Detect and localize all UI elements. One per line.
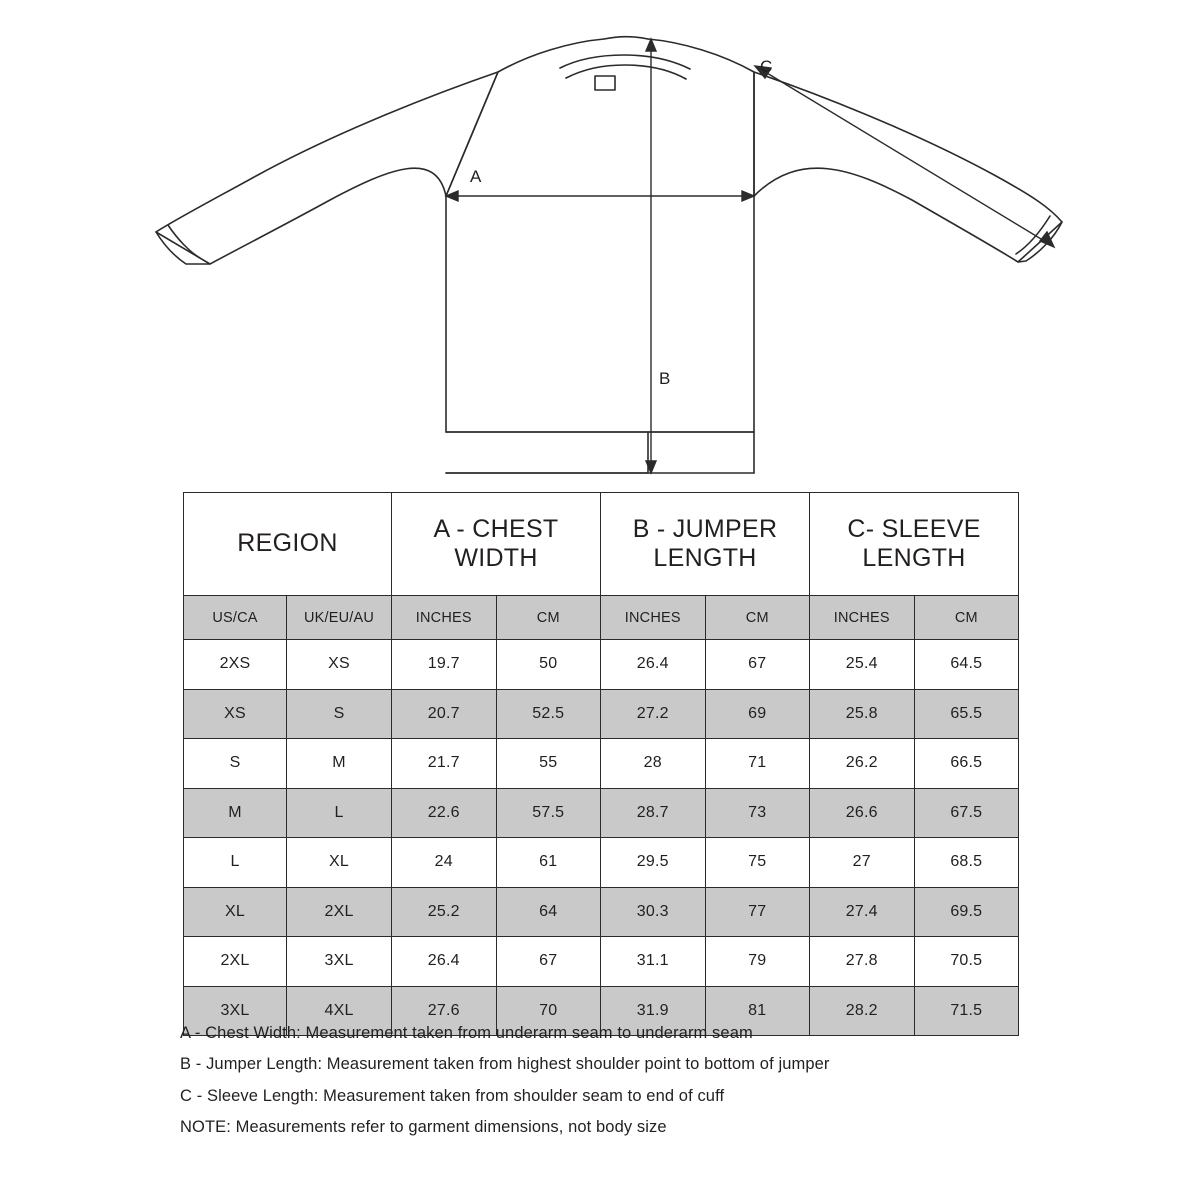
subheader-us-ca: US/CA [184, 596, 287, 640]
measurement-notes [180, 1022, 1080, 1147]
cell-sleeve-inches: 25.8 [810, 689, 915, 739]
cell-sleeve-inches: 26.6 [810, 788, 915, 838]
cell-sleeve-cm: 67.5 [914, 788, 1019, 838]
cell-sleeve-inches: 25.4 [810, 640, 915, 690]
cell-chest-cm: 50 [496, 640, 601, 690]
note-chest-width: A - Chest Width: Measurement taken from underarm seam to underarm seam [180, 1024, 753, 1042]
cell-us-ca: M [184, 788, 287, 838]
table-row [184, 788, 1019, 838]
cell-uk-eu-au: 3XL [287, 937, 392, 987]
note-general: NOTE: Measurements refer to garment dimensions, not body size [180, 1117, 667, 1136]
cell-chest-cm: 64 [496, 887, 601, 937]
cell-chest-inches: 21.7 [392, 739, 497, 789]
cell-sleeve-cm: 71.5 [914, 986, 1019, 1036]
subheader-sleeve-inches: INCHES [810, 596, 915, 640]
cell-length-cm: 77 [705, 887, 810, 937]
cell-us-ca: S [184, 739, 287, 789]
cell-us-ca: XS [184, 689, 287, 739]
cell-sleeve-cm: 68.5 [914, 838, 1019, 888]
cell-length-inches: 28 [601, 739, 706, 789]
measurement-arrows [446, 39, 1054, 473]
cell-length-cm: 73 [705, 788, 810, 838]
header-sleeve-length: C- SLEEVE LENGTH [810, 493, 1019, 596]
table-group-header-row [184, 493, 1019, 596]
subheader-uk-eu-au: UK/EU/AU [287, 596, 392, 640]
cell-sleeve-inches: 27.8 [810, 937, 915, 987]
cell-chest-cm: 52.5 [496, 689, 601, 739]
subheader-chest-inches: INCHES [392, 596, 497, 640]
cell-chest-cm: 70 [496, 986, 601, 1036]
cell-chest-inches: 25.2 [392, 887, 497, 937]
cell-length-cm: 75 [705, 838, 810, 888]
cell-length-cm: 67 [705, 640, 810, 690]
sweatshirt-outline [156, 37, 1062, 473]
cell-length-cm: 81 [705, 986, 810, 1036]
cell-chest-cm: 55 [496, 739, 601, 789]
cell-chest-cm: 57.5 [496, 788, 601, 838]
table-row [184, 887, 1019, 937]
cell-sleeve-cm: 64.5 [914, 640, 1019, 690]
cell-length-inches: 31.9 [601, 986, 706, 1036]
cell-chest-inches: 20.7 [392, 689, 497, 739]
cell-chest-cm: 67 [496, 937, 601, 987]
cell-length-inches: 31.1 [601, 937, 706, 987]
label-chest-a: A [470, 167, 482, 186]
table-row [184, 640, 1019, 690]
cell-sleeve-inches: 27 [810, 838, 915, 888]
cell-uk-eu-au: 4XL [287, 986, 392, 1036]
cell-chest-inches: 26.4 [392, 937, 497, 987]
note-jumper-length: B - Jumper Length: Measurement taken from highest shoulder point to bottom of jumper [180, 1055, 830, 1074]
cell-chest-cm: 61 [496, 838, 601, 888]
table-row [184, 739, 1019, 789]
garment-diagram [0, 0, 1200, 490]
subheader-sleeve-cm: CM [914, 596, 1019, 640]
cell-length-inches: 26.4 [601, 640, 706, 690]
cell-us-ca: XL [184, 887, 287, 937]
cell-chest-inches: 19.7 [392, 640, 497, 690]
cell-us-ca: 3XL [184, 986, 287, 1036]
cell-uk-eu-au: 2XL [287, 887, 392, 937]
cell-sleeve-cm: 66.5 [914, 739, 1019, 789]
cell-chest-inches: 27.6 [392, 986, 497, 1036]
cell-uk-eu-au: XL [287, 838, 392, 888]
note-sleeve-length: C - Sleeve Length: Measurement taken from shoulder seam to end of cuff [180, 1086, 725, 1105]
cell-sleeve-inches: 28.2 [810, 986, 915, 1036]
size-chart-table [183, 492, 1019, 1036]
cell-uk-eu-au: M [287, 739, 392, 789]
cell-uk-eu-au: XS [287, 640, 392, 690]
cell-uk-eu-au: L [287, 788, 392, 838]
cell-length-inches: 29.5 [601, 838, 706, 888]
cell-us-ca: 2XL [184, 937, 287, 987]
subheader-length-cm: CM [705, 596, 810, 640]
label-length-b: B [659, 369, 671, 388]
table-row [184, 838, 1019, 888]
table-row [184, 689, 1019, 739]
cell-sleeve-inches: 26.2 [810, 739, 915, 789]
cell-length-cm: 69 [705, 689, 810, 739]
cell-length-inches: 30.3 [601, 887, 706, 937]
cell-chest-inches: 24 [392, 838, 497, 888]
header-chest-width: A - CHEST WIDTH [392, 493, 601, 596]
cell-length-cm: 79 [705, 937, 810, 987]
cell-uk-eu-au: S [287, 689, 392, 739]
cell-length-inches: 27.2 [601, 689, 706, 739]
cell-length-inches: 28.7 [601, 788, 706, 838]
subheader-chest-cm: CM [496, 596, 601, 640]
cell-us-ca: 2XS [184, 640, 287, 690]
cell-chest-inches: 22.6 [392, 788, 497, 838]
header-jumper-length: B - JUMPER LENGTH [601, 493, 810, 596]
cell-sleeve-cm: 70.5 [914, 937, 1019, 987]
cell-sleeve-cm: 69.5 [914, 887, 1019, 937]
subheader-length-inches: INCHES [601, 596, 706, 640]
cell-sleeve-cm: 65.5 [914, 689, 1019, 739]
table-sub-header-row [184, 596, 1019, 640]
cell-length-cm: 71 [705, 739, 810, 789]
cell-sleeve-inches: 27.4 [810, 887, 915, 937]
table-row [184, 937, 1019, 987]
header-region: REGION [184, 493, 392, 596]
label-sleeve-c: C [760, 57, 773, 76]
cell-us-ca: L [184, 838, 287, 888]
